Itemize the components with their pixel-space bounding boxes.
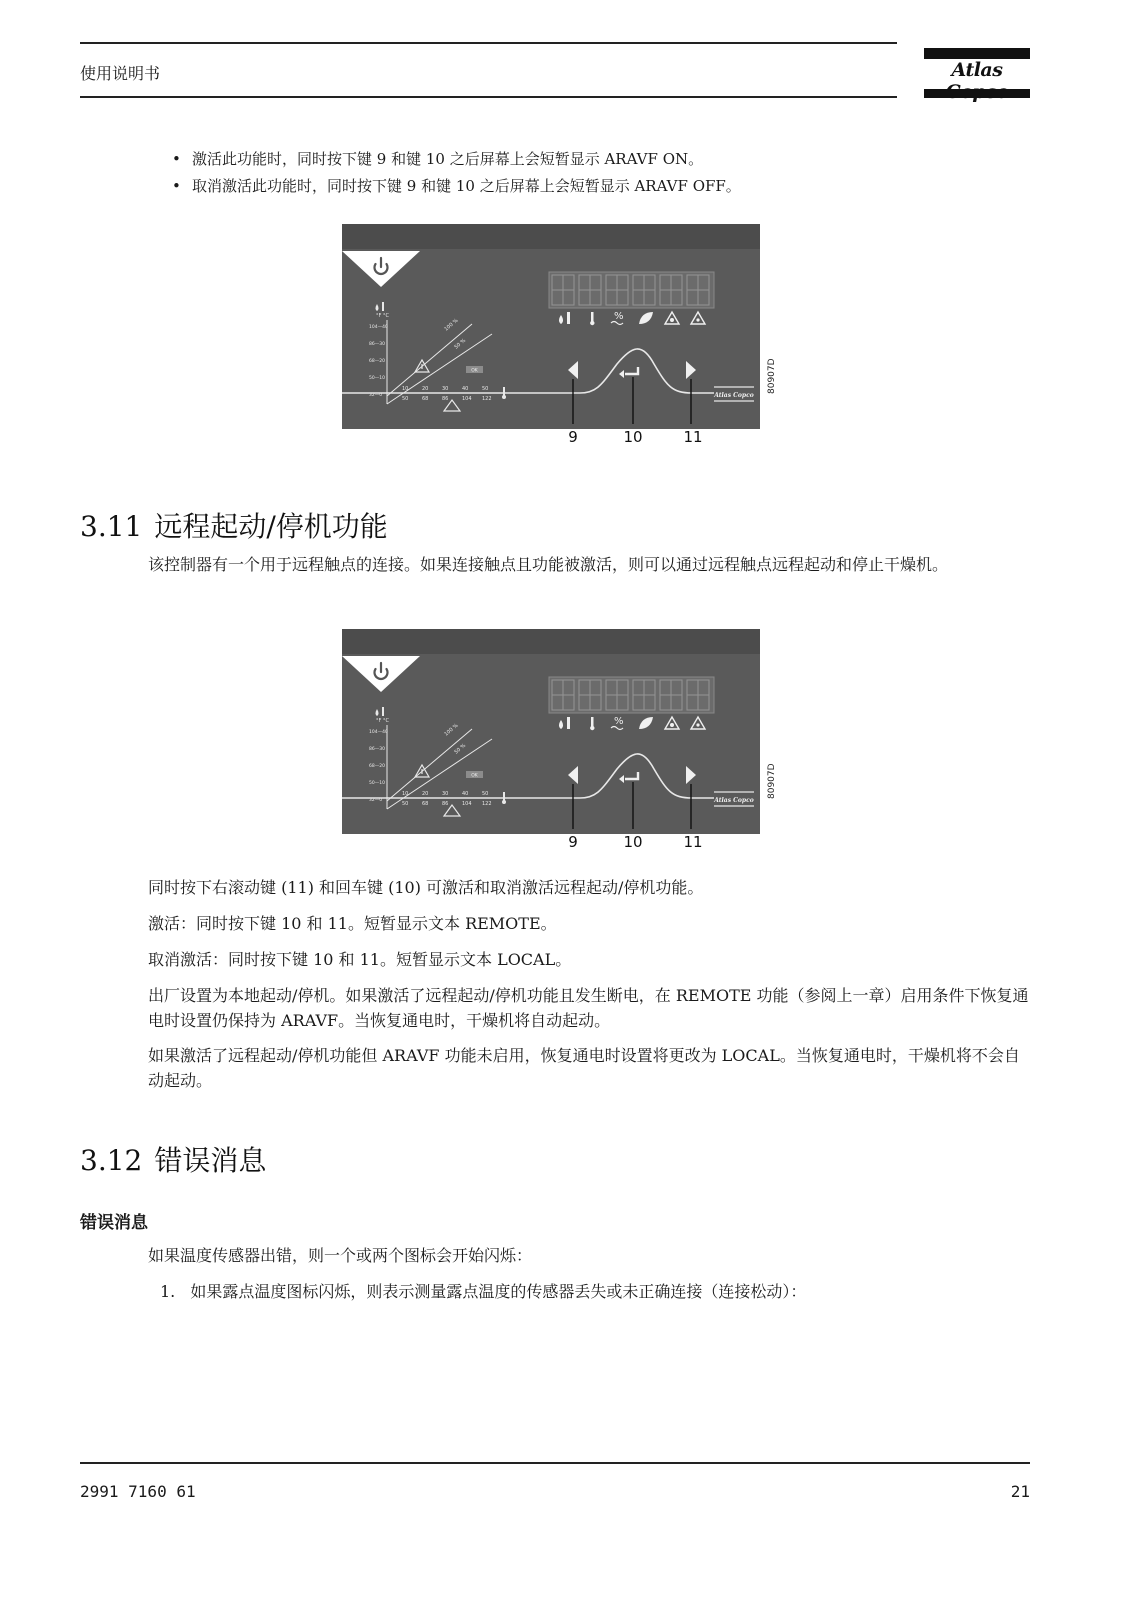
scale-left-label: 50—10 <box>369 376 385 381</box>
diag-label-50: 50 % <box>453 337 468 351</box>
paragraph: 如果激活了远程起动/停机功能但 ARAVF 功能未启用，恢复通电时设置将更改为 LOCAL。当恢复通电时，干燥机将不会自动起动。 <box>148 1046 1020 1090</box>
document-number: 2991 7160 61 <box>80 1482 196 1501</box>
scale-bottom-c-label: 40 <box>462 386 469 392</box>
scale-left-label: 68—20 <box>369 764 385 769</box>
scale-left-label: 104—40 <box>369 325 388 330</box>
controller-panel-figure-2 <box>342 629 777 859</box>
scale-bottom-c-label: 10 <box>402 386 409 392</box>
scale-bottom-c-label: 20 <box>422 791 429 797</box>
logo-bar-bottom <box>924 89 1030 98</box>
callout-9: 9 <box>568 833 578 851</box>
scale-left-label: 32—0 <box>369 393 383 398</box>
subheading: 错误消息 <box>80 1213 148 1233</box>
scale-left-label: 50—10 <box>369 781 385 786</box>
manual-title: 使用说明书 <box>80 64 161 83</box>
figure-code: 80907D <box>767 763 777 799</box>
paragraph: 出厂设置为本地起动/停机。如果激活了远程起动/停机功能且发生断电，在 REMOTE 功能（参阅上一章）启用条件下恢复通电时设置仍保持为 ARAVF。当恢复通电时，干燥机将自动起动。 <box>148 986 1029 1030</box>
controller-panel-figure <box>342 629 782 859</box>
diag-label-100: 100 % <box>443 722 460 738</box>
scale-bottom-f-label: 104 <box>462 801 472 807</box>
paragraph: 如果温度传感器出错，则一个或两个图标会开始闪烁： <box>148 1246 533 1265</box>
svg-text:OK: OK <box>471 368 478 374</box>
section-heading-3-11: 3.11 远程起动/停机功能 <box>80 510 388 543</box>
controller-panel-figure-1 <box>342 224 777 454</box>
svg-text:%: % <box>614 716 624 727</box>
scale-bottom-c-label: 10 <box>402 791 409 797</box>
scale-left-label: 68—20 <box>369 359 385 364</box>
logo-bar-top <box>924 48 1030 59</box>
paragraph: 激活：同时按下键 10 和 11。短暂显示文本 REMOTE。 <box>148 914 557 933</box>
scale-bottom-c-label: 50 <box>482 791 489 797</box>
figure-code: 80907D <box>767 358 777 394</box>
atlas-copco-logo: Atlas <box>951 59 1003 81</box>
paragraph: 取消激活：同时按下键 10 和 11。短暂显示文本 LOCAL。 <box>148 950 572 969</box>
scale-bottom-c-label: 30 <box>442 791 449 797</box>
svg-text:Atlas Copco: Atlas Copco <box>714 797 754 804</box>
ordered-list <box>160 1279 806 1305</box>
diag-label-50: 50 % <box>453 742 468 756</box>
panel-top-strip <box>342 629 760 654</box>
scale-bottom-c-label: 20 <box>422 386 429 392</box>
scale-bottom-f-label: 68 <box>422 396 429 402</box>
callout-10: 10 <box>623 428 643 446</box>
header-rule-top <box>80 42 897 44</box>
page-number: 21 <box>1010 1482 1030 1501</box>
scale-bottom-f-label: 86 <box>442 396 449 402</box>
bullet-item: • 取消激活此功能时，同时按下键 9 和键 10 之后屏幕上会短暂显示 ARAVF OFF。 <box>172 173 741 200</box>
scale-bottom-f-label: 68 <box>422 801 429 807</box>
controller-panel-figure <box>342 224 782 454</box>
scale-bottom-f-label: 104 <box>462 396 472 402</box>
svg-text:%: % <box>614 311 624 322</box>
scale-left-label: 104—40 <box>369 730 388 735</box>
scale-bottom-f-label: 50 <box>402 396 409 402</box>
diag-label-100: 100 % <box>443 317 460 333</box>
callout-11: 11 <box>683 833 703 851</box>
footer-rule <box>80 1462 1030 1464</box>
svg-text:OK: OK <box>471 773 478 779</box>
intro-bullet-list <box>172 146 741 200</box>
list-number: 1. <box>160 1282 176 1301</box>
callout-11: 11 <box>683 428 703 446</box>
list-item: 如果露点温度图标闪烁，则表示测量露点温度的传感器丢失或未正确连接（连接松动）： <box>190 1282 807 1301</box>
bullet-item: • 激活此功能时，同时按下键 9 和键 10 之后屏幕上会短暂显示 ARAVF ON。 <box>172 146 741 173</box>
scale-left-label: 32—0 <box>369 798 383 803</box>
callout-9: 9 <box>568 428 578 446</box>
section-heading-3-12: 3.12 错误消息 <box>80 1144 267 1177</box>
scale-bottom-c-label: 30 <box>442 386 449 392</box>
scale-bottom-f-label: 122 <box>482 801 492 807</box>
svg-text:Atlas Copco: Atlas Copco <box>714 392 754 399</box>
section-3-11-intro: 该控制器有一个用于远程触点的连接。如果连接触点且功能被激活，则可以通过远程触点远程起动和停止干燥机。 <box>148 555 949 574</box>
paragraph: 同时按下右滚动键 (11) 和回车键 (10) 可激活和取消激活远程起动/停机功能。 <box>148 878 704 897</box>
panel-top-strip <box>342 224 760 249</box>
scale-bottom-f-label: 50 <box>402 801 409 807</box>
scale-bottom-f-label: 86 <box>442 801 449 807</box>
header-rule-bottom <box>80 96 897 98</box>
scale-bottom-f-label: 122 <box>482 396 492 402</box>
svg-text:°F °C: °F °C <box>376 313 389 319</box>
callout-10: 10 <box>623 833 643 851</box>
scale-bottom-c-label: 50 <box>482 386 489 392</box>
svg-text:°F °C: °F °C <box>376 718 389 724</box>
scale-left-label: 86—30 <box>369 747 385 752</box>
scale-bottom-c-label: 40 <box>462 791 469 797</box>
scale-left-label: 86—30 <box>369 342 385 347</box>
